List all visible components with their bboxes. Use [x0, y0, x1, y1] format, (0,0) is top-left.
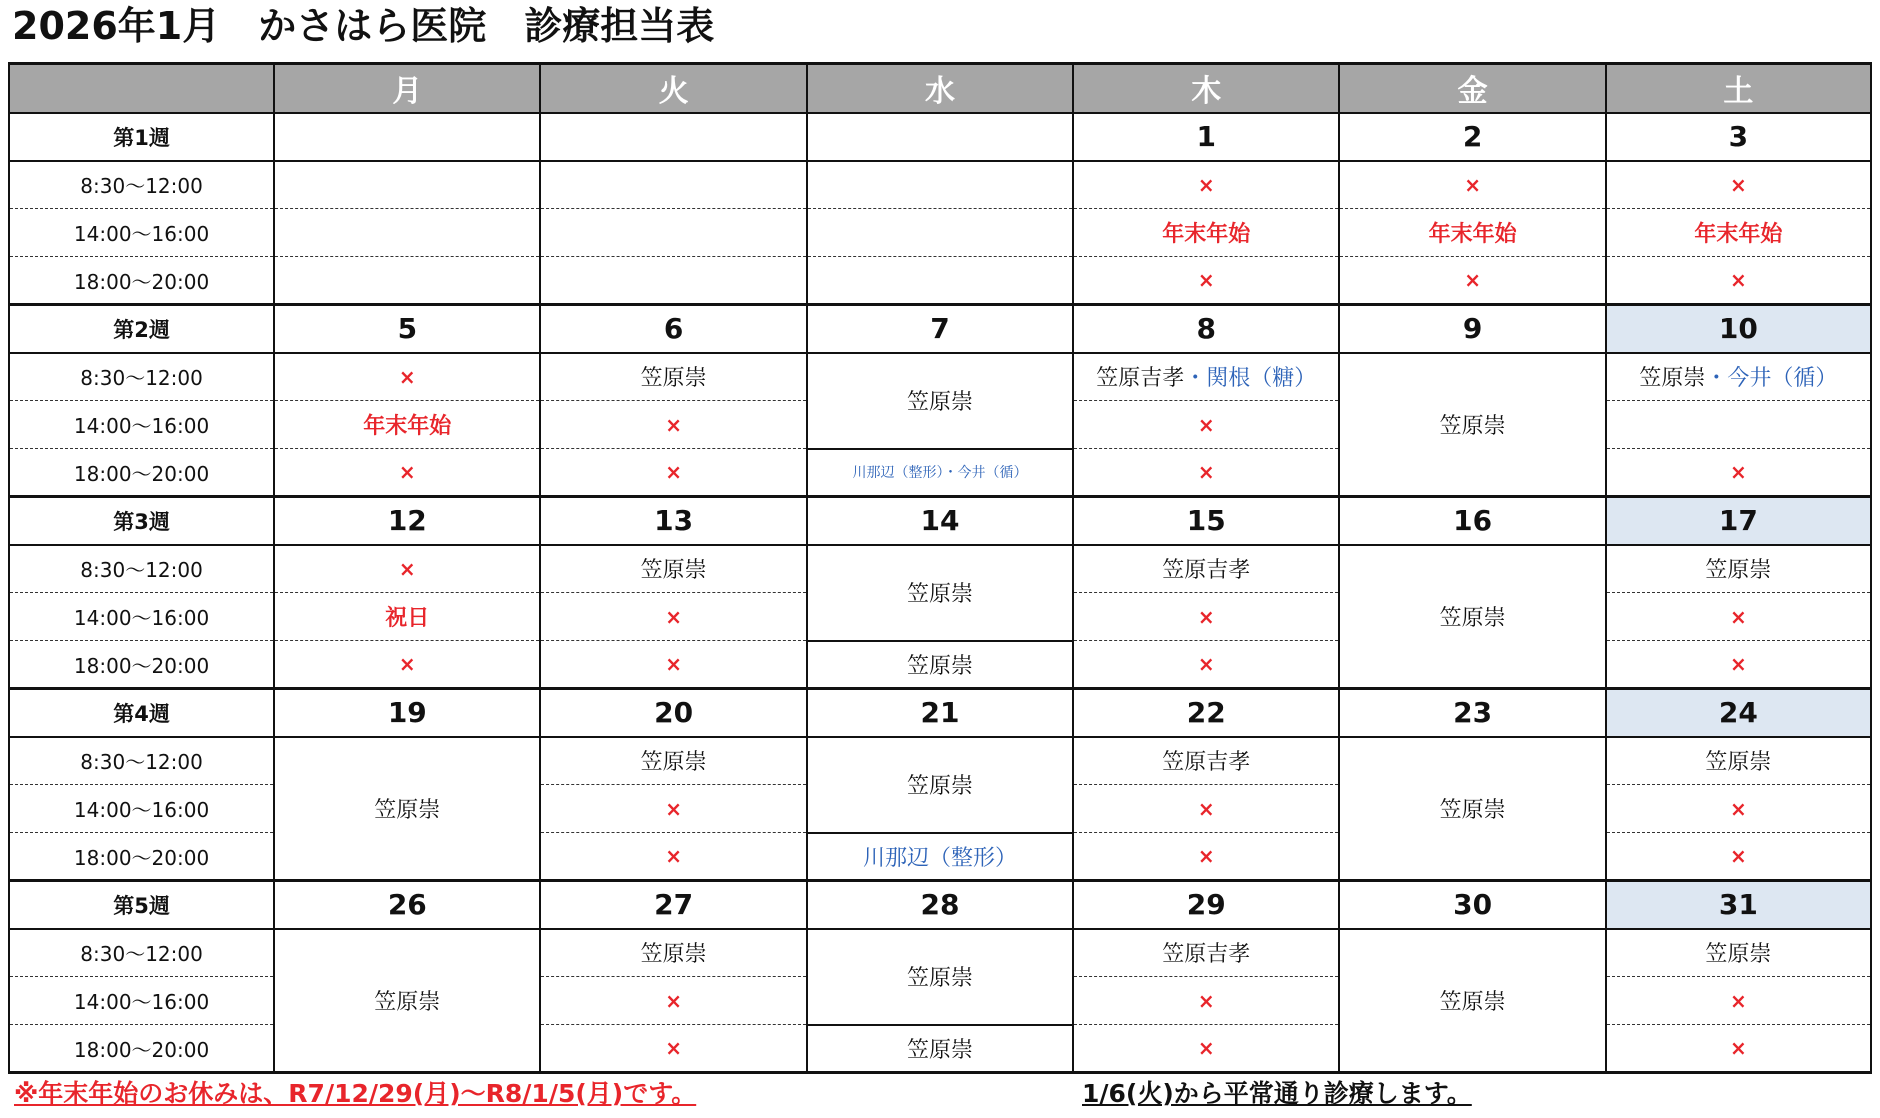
doctor-cell: 笠原崇	[540, 353, 806, 401]
public-holiday-label: 祝日	[274, 593, 540, 641]
week-label: 第1週	[9, 113, 274, 161]
saturday-date-cell: 10	[1606, 305, 1871, 353]
week2-date-row	[9, 305, 1871, 353]
date-cell: 13	[540, 497, 806, 545]
doctor-cell: 笠原崇	[540, 545, 806, 593]
separator-dot: ・	[1705, 366, 1728, 392]
date-cell: 20	[540, 689, 806, 737]
time-slot-label: 8:30～12:00	[9, 161, 274, 209]
weekday-header-thu: 木	[1073, 64, 1339, 113]
closed-mark: ×	[1339, 257, 1605, 305]
closed-mark: ×	[1606, 977, 1871, 1025]
date-cell: 21	[807, 689, 1073, 737]
week3-date-row	[9, 497, 1871, 545]
date-cell	[540, 113, 806, 161]
date-cell	[274, 113, 540, 161]
time-slot-label: 18:00～20:00	[9, 833, 274, 881]
doctor-cell: 笠原吉孝	[1073, 737, 1339, 785]
doctor-cell: 笠原崇	[540, 929, 806, 977]
closed-mark: ×	[1606, 161, 1871, 209]
closed-mark: ×	[1606, 449, 1871, 497]
date-cell: 19	[274, 689, 540, 737]
doctor-cell: 笠原崇	[1339, 737, 1605, 881]
week1-evening-row	[9, 257, 1871, 305]
closed-mark: ×	[540, 785, 806, 833]
closed-mark: ×	[540, 977, 806, 1025]
week-label: 第2週	[9, 305, 274, 353]
closed-mark: ×	[1073, 401, 1339, 449]
date-cell: 8	[1073, 305, 1339, 353]
closed-mark: ×	[1606, 785, 1871, 833]
time-slot-label: 14:00～16:00	[9, 977, 274, 1025]
empty-cell	[540, 209, 806, 257]
time-slot-label: 18:00～20:00	[9, 641, 274, 689]
closed-mark: ×	[1606, 833, 1871, 881]
closed-mark: ×	[1606, 257, 1871, 305]
doctor-cell: 笠原崇	[1606, 929, 1871, 977]
doctor-cell: 笠原崇	[807, 545, 1073, 641]
week3-morning-row	[9, 545, 1871, 593]
date-cell: 30	[1339, 881, 1605, 929]
doctor-cell: 笠原崇	[807, 641, 1073, 689]
date-cell: 5	[274, 305, 540, 353]
week1-afternoon-row	[9, 209, 1871, 257]
date-cell: 26	[274, 881, 540, 929]
doctor-cell: 笠原崇	[807, 737, 1073, 833]
weekday-header-sat: 土	[1606, 64, 1871, 113]
empty-cell	[540, 257, 806, 305]
empty-cell	[807, 161, 1073, 209]
closed-mark: ×	[1073, 641, 1339, 689]
closed-mark: ×	[1073, 833, 1339, 881]
time-slot-label: 14:00～16:00	[9, 401, 274, 449]
empty-cell	[1606, 401, 1871, 449]
date-cell: 9	[1339, 305, 1605, 353]
doctor-cell: 笠原崇	[807, 353, 1073, 449]
holiday-period-note: ※年末年始のお休みは、R7/12/29(月)～R8/1/5(月)です。	[14, 1079, 697, 1108]
resume-notice: 1/6(火)から平常通り診療します。	[1082, 1079, 1472, 1108]
time-slot-label: 8:30～12:00	[9, 353, 274, 401]
doctor-cell: 笠原崇	[1606, 737, 1871, 785]
date-cell: 14	[807, 497, 1073, 545]
doctor-name: 笠原吉孝	[1096, 366, 1185, 392]
week4-date-row	[9, 689, 1871, 737]
closed-mark: ×	[274, 641, 540, 689]
doctor-cell: 笠原崇	[1339, 353, 1605, 497]
date-cell: 23	[1339, 689, 1605, 737]
doctor-cell-multi	[1606, 353, 1871, 401]
time-slot-label: 8:30～12:00	[9, 545, 274, 593]
new-year-holiday-label: 年末年始	[1339, 209, 1605, 257]
closed-mark: ×	[540, 449, 806, 497]
new-year-holiday-label: 年末年始	[1073, 209, 1339, 257]
weekday-header-mon: 月	[274, 64, 540, 113]
week5-date-row	[9, 881, 1871, 929]
week1-morning-row	[9, 161, 1871, 209]
doctor-name-specialist: 今井（循）	[1727, 366, 1838, 392]
time-slot-label: 18:00～20:00	[9, 1025, 274, 1073]
doctor-cell: 笠原吉孝	[1073, 929, 1339, 977]
closed-mark: ×	[1339, 161, 1605, 209]
doctor-cell: 笠原吉孝	[1073, 545, 1339, 593]
doctor-cell-specialist: 川那辺（整形）・今井（循）	[807, 449, 1073, 497]
schedule-table	[8, 62, 1872, 1074]
doctor-cell: 笠原崇	[1339, 545, 1605, 689]
date-cell: 28	[807, 881, 1073, 929]
time-slot-label: 14:00～16:00	[9, 209, 274, 257]
doctor-cell: 笠原崇	[1606, 545, 1871, 593]
week4-morning-row	[9, 737, 1871, 785]
doctor-cell-specialist: 川那辺（整形）	[807, 833, 1073, 881]
new-year-holiday-label: 年末年始	[1606, 209, 1871, 257]
weekday-header-wed: 水	[807, 64, 1073, 113]
closed-mark: ×	[274, 545, 540, 593]
date-cell: 29	[1073, 881, 1339, 929]
closed-mark: ×	[1073, 449, 1339, 497]
time-slot-label: 14:00～16:00	[9, 785, 274, 833]
time-slot-label: 8:30～12:00	[9, 737, 274, 785]
doctor-cell: 笠原崇	[1339, 929, 1605, 1073]
date-cell	[807, 113, 1073, 161]
time-slot-label: 18:00～20:00	[9, 449, 274, 497]
date-cell: 22	[1073, 689, 1339, 737]
closed-mark: ×	[540, 641, 806, 689]
date-cell: 12	[274, 497, 540, 545]
week-label: 第3週	[9, 497, 274, 545]
empty-cell	[807, 257, 1073, 305]
closed-mark: ×	[540, 401, 806, 449]
doctor-name: 笠原崇	[1639, 366, 1706, 392]
time-slot-label: 14:00～16:00	[9, 593, 274, 641]
closed-mark: ×	[274, 353, 540, 401]
date-cell: 6	[540, 305, 806, 353]
doctor-cell: 笠原崇	[274, 929, 540, 1073]
time-slot-label: 18:00～20:00	[9, 257, 274, 305]
closed-mark: ×	[540, 593, 806, 641]
saturday-date-cell: 24	[1606, 689, 1871, 737]
week2-morning-row	[9, 353, 1871, 401]
week-label: 第4週	[9, 689, 274, 737]
doctor-cell: 笠原崇	[807, 929, 1073, 1025]
closed-mark: ×	[540, 833, 806, 881]
closed-mark: ×	[1073, 161, 1339, 209]
closed-mark: ×	[1606, 1025, 1871, 1073]
date-cell: 16	[1339, 497, 1605, 545]
empty-cell	[540, 161, 806, 209]
new-year-holiday-label: 年末年始	[274, 401, 540, 449]
week1-date-row	[9, 113, 1871, 161]
weekday-header-tue: 火	[540, 64, 806, 113]
date-cell: 3	[1606, 113, 1871, 161]
saturday-date-cell: 17	[1606, 497, 1871, 545]
empty-cell	[807, 209, 1073, 257]
doctor-cell: 笠原崇	[807, 1025, 1073, 1073]
page-title: 2026年1月 かさはら医院 診療担当表	[12, 4, 715, 48]
doctor-name-specialist: 関根（糖）	[1206, 366, 1317, 392]
header-corner-cell	[9, 64, 274, 113]
saturday-date-cell: 31	[1606, 881, 1871, 929]
empty-cell	[274, 161, 540, 209]
closed-mark: ×	[1073, 593, 1339, 641]
week-label: 第5週	[9, 881, 274, 929]
closed-mark: ×	[1073, 785, 1339, 833]
week5-morning-row	[9, 929, 1871, 977]
closed-mark: ×	[274, 449, 540, 497]
empty-cell	[274, 257, 540, 305]
doctor-cell: 笠原崇	[540, 737, 806, 785]
doctor-cell-multi	[1073, 353, 1339, 401]
closed-mark: ×	[1073, 977, 1339, 1025]
closed-mark: ×	[1073, 1025, 1339, 1073]
date-cell: 1	[1073, 113, 1339, 161]
doctor-cell: 笠原崇	[274, 737, 540, 881]
closed-mark: ×	[1073, 257, 1339, 305]
date-cell: 7	[807, 305, 1073, 353]
closed-mark: ×	[1606, 641, 1871, 689]
date-cell: 15	[1073, 497, 1339, 545]
weekday-header-fri: 金	[1339, 64, 1605, 113]
closed-mark: ×	[540, 1025, 806, 1073]
weekday-header-row	[9, 64, 1871, 113]
empty-cell	[274, 209, 540, 257]
date-cell: 27	[540, 881, 806, 929]
date-cell: 2	[1339, 113, 1605, 161]
separator-dot: ・	[1184, 366, 1207, 392]
time-slot-label: 8:30～12:00	[9, 929, 274, 977]
closed-mark: ×	[1606, 593, 1871, 641]
